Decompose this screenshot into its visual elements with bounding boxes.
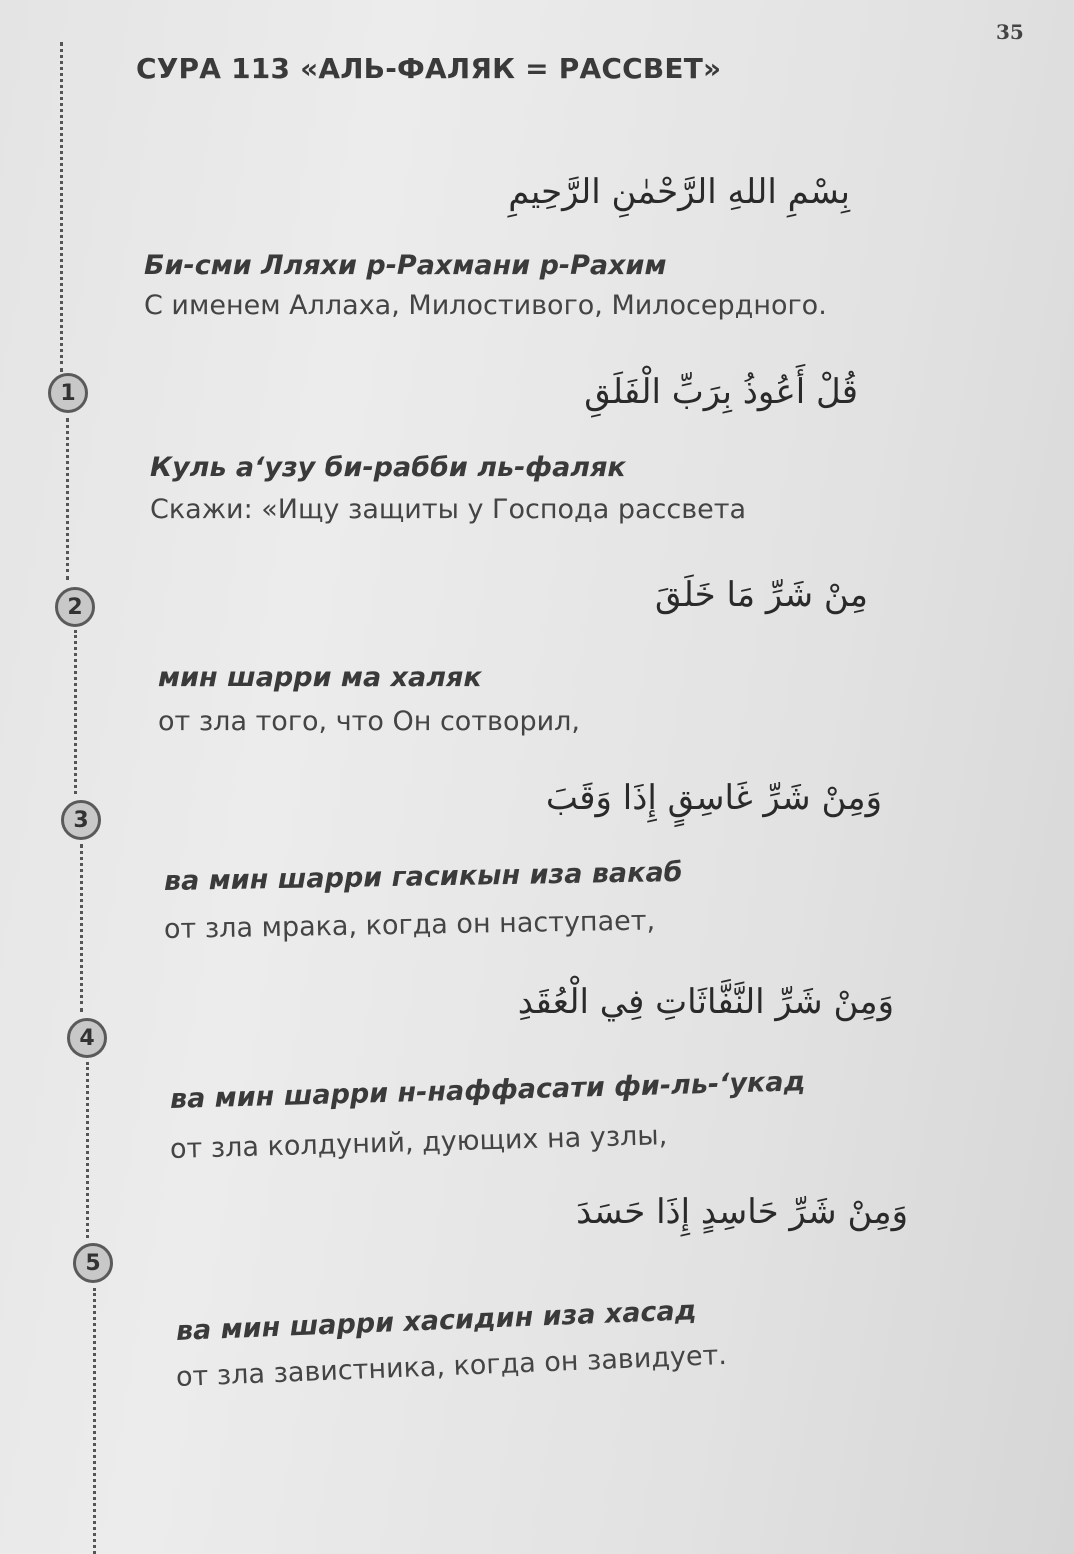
verse-transliteration: Куль а‘узу би-рабби ль-фаляк bbox=[150, 452, 626, 483]
verse-arabic: قُلْ أَعُوذُ بِرَبِّ الْفَلَقِ bbox=[584, 372, 858, 412]
verse-transliteration: ва мин шарри хасидин иза хасад bbox=[175, 1295, 698, 1347]
verse-number-badge: 3 bbox=[61, 800, 101, 840]
verse-translation: от зла колдуний, дующих на узлы, bbox=[169, 1120, 668, 1165]
dotted-guide-line bbox=[93, 1288, 96, 1554]
verse-transliteration: мин шарри ма халяк bbox=[158, 662, 482, 693]
basmala-arabic: بِسْمِ اللهِ الرَّحْمٰنِ الرَّحِيمِ bbox=[508, 172, 850, 212]
basmala-translation: С именем Аллаха, Милостивого, Милосердного. bbox=[144, 290, 827, 321]
verse-arabic: وَمِنْ شَرِّ النَّفَّاثَاتِ فِي الْعُقَدِ bbox=[517, 982, 894, 1022]
verse-number-badge: 2 bbox=[55, 587, 95, 627]
dotted-guide-line bbox=[86, 1062, 89, 1238]
dotted-guide-line bbox=[74, 630, 77, 794]
verse-translation: от зла того, что Он сотворил, bbox=[158, 706, 581, 737]
verse-translation: Скажи: «Ищу защиты у Господа рассвета bbox=[150, 494, 747, 525]
verse-translation: от зла завистника, когда он завидует. bbox=[175, 1339, 728, 1393]
verse-arabic: مِنْ شَرِّ مَا خَلَقَ bbox=[655, 575, 868, 615]
verse-transliteration: ва мин шарри гасикын иза вакаб bbox=[163, 856, 683, 897]
verse-arabic: وَمِنْ شَرِّ حَاسِدٍ إِذَا حَسَدَ bbox=[576, 1192, 908, 1232]
dotted-guide-line bbox=[66, 418, 69, 580]
verse-translation: от зла мрака, когда он наступает, bbox=[163, 905, 656, 945]
page-number: 35 bbox=[996, 20, 1024, 44]
verse-number-badge: 1 bbox=[48, 373, 88, 413]
verse-number-badge: 4 bbox=[67, 1018, 107, 1058]
dotted-guide-line bbox=[80, 844, 83, 1012]
dotted-guide-line bbox=[60, 42, 63, 372]
verse-number-badge: 5 bbox=[73, 1243, 113, 1283]
verse-transliteration: ва мин шарри н-наффасати фи-ль-‘укад bbox=[169, 1066, 806, 1115]
verse-arabic: وَمِنْ شَرِّ غَاسِقٍ إِذَا وَقَبَ bbox=[545, 778, 882, 818]
basmala-transliteration: Би-сми Лляхи р-Рахмани р-Рахим bbox=[144, 250, 667, 281]
sura-title: СУРА 113 «АЛЬ-ФАЛЯК = РАССВЕТ» bbox=[136, 52, 722, 85]
